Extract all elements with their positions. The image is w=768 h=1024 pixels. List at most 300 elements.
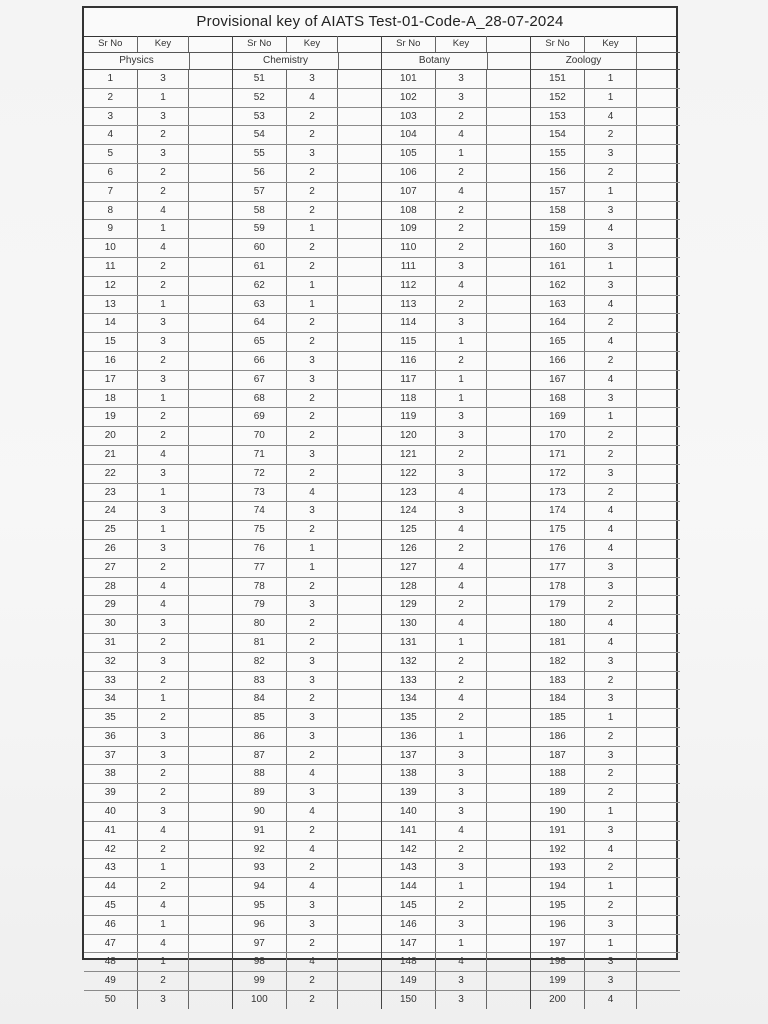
blank-cell bbox=[637, 390, 680, 408]
blank-cell bbox=[637, 183, 680, 201]
question-number: 183 bbox=[531, 672, 585, 690]
answer-key: 3 bbox=[287, 709, 339, 727]
question-number: 20 bbox=[84, 427, 138, 445]
table-row bbox=[84, 220, 232, 239]
question-number: 25 bbox=[84, 521, 138, 539]
question-number: 121 bbox=[382, 446, 436, 464]
answer-key: 4 bbox=[138, 202, 190, 220]
table-row bbox=[382, 352, 530, 371]
table-row bbox=[233, 897, 381, 916]
table-row bbox=[531, 202, 680, 221]
blank-cell bbox=[338, 540, 381, 558]
question-number: 61 bbox=[233, 258, 287, 276]
answer-key: 3 bbox=[138, 991, 190, 1009]
blank-cell bbox=[338, 108, 381, 126]
blank-header bbox=[637, 36, 680, 52]
question-number: 80 bbox=[233, 615, 287, 633]
answer-key: 3 bbox=[436, 765, 488, 783]
question-number: 34 bbox=[84, 690, 138, 708]
question-number: 130 bbox=[382, 615, 436, 633]
blank-cell bbox=[637, 484, 680, 502]
blank-cell bbox=[338, 653, 381, 671]
table-row bbox=[84, 277, 232, 296]
blank-cell bbox=[189, 784, 232, 802]
question-number: 148 bbox=[382, 953, 436, 971]
question-number: 67 bbox=[233, 371, 287, 389]
blank-cell bbox=[637, 465, 680, 483]
question-number: 166 bbox=[531, 352, 585, 370]
table-row bbox=[382, 540, 530, 559]
question-number: 14 bbox=[84, 314, 138, 332]
answer-key: 2 bbox=[436, 596, 488, 614]
table-row bbox=[531, 484, 680, 503]
blank-header bbox=[338, 36, 381, 52]
answer-key: 2 bbox=[287, 578, 339, 596]
blank-cell bbox=[338, 164, 381, 182]
blank-cell bbox=[189, 239, 232, 257]
answer-key: 4 bbox=[436, 484, 488, 502]
table-row bbox=[531, 540, 680, 559]
table-row bbox=[233, 239, 381, 258]
table-row bbox=[531, 672, 680, 691]
answer-key: 4 bbox=[585, 991, 637, 1009]
blank-cell bbox=[637, 258, 680, 276]
question-number: 159 bbox=[531, 220, 585, 238]
question-number: 46 bbox=[84, 916, 138, 934]
answer-key: 4 bbox=[138, 239, 190, 257]
question-number: 91 bbox=[233, 822, 287, 840]
table-row bbox=[382, 164, 530, 183]
blank-cell bbox=[338, 371, 381, 389]
answer-key: 2 bbox=[585, 446, 637, 464]
subject-name-row bbox=[84, 53, 232, 70]
table-row bbox=[531, 709, 680, 728]
blank-cell bbox=[338, 897, 381, 915]
question-number: 144 bbox=[382, 878, 436, 896]
answer-key: 1 bbox=[287, 220, 339, 238]
table-row bbox=[531, 822, 680, 841]
blank-cell bbox=[338, 690, 381, 708]
column-header-row bbox=[531, 36, 680, 53]
question-number: 129 bbox=[382, 596, 436, 614]
question-number: 189 bbox=[531, 784, 585, 802]
question-number: 74 bbox=[233, 502, 287, 520]
table-row bbox=[382, 296, 530, 315]
blank-cell bbox=[338, 822, 381, 840]
blank-cell bbox=[338, 803, 381, 821]
answer-key: 3 bbox=[287, 352, 339, 370]
blank-cell bbox=[189, 596, 232, 614]
blank-cell bbox=[487, 126, 530, 144]
question-number: 43 bbox=[84, 859, 138, 877]
table-row bbox=[84, 258, 232, 277]
table-row bbox=[382, 765, 530, 784]
answer-key: 2 bbox=[585, 784, 637, 802]
blank-cell bbox=[338, 935, 381, 953]
question-number: 133 bbox=[382, 672, 436, 690]
blank-cell bbox=[487, 859, 530, 877]
blank-cell bbox=[338, 296, 381, 314]
question-number: 5 bbox=[84, 145, 138, 163]
question-number: 54 bbox=[233, 126, 287, 144]
answer-key: 4 bbox=[287, 953, 339, 971]
question-number: 161 bbox=[531, 258, 585, 276]
blank-cell bbox=[189, 803, 232, 821]
question-number: 125 bbox=[382, 521, 436, 539]
question-number: 164 bbox=[531, 314, 585, 332]
blank-cell bbox=[338, 878, 381, 896]
table-row bbox=[382, 446, 530, 465]
subject-name-row bbox=[233, 53, 381, 70]
table-row bbox=[233, 521, 381, 540]
answer-key: 2 bbox=[287, 521, 339, 539]
answer-key: 4 bbox=[585, 502, 637, 520]
blank-cell bbox=[487, 427, 530, 445]
table-row bbox=[531, 878, 680, 897]
table-row bbox=[233, 277, 381, 296]
table-row bbox=[531, 972, 680, 991]
question-number: 150 bbox=[382, 991, 436, 1009]
question-number: 51 bbox=[233, 70, 287, 88]
sr-no-header: Sr No bbox=[84, 36, 138, 52]
answer-key: 2 bbox=[585, 596, 637, 614]
blank-cell bbox=[487, 484, 530, 502]
sr-no-header: Sr No bbox=[382, 36, 436, 52]
blank-cell bbox=[487, 822, 530, 840]
blank-cell bbox=[189, 502, 232, 520]
answer-key: 3 bbox=[287, 784, 339, 802]
answer-key: 2 bbox=[138, 559, 190, 577]
blank-cell bbox=[189, 916, 232, 934]
table-row bbox=[233, 935, 381, 954]
answer-key: 1 bbox=[436, 634, 488, 652]
subject-columns bbox=[84, 36, 676, 1009]
answer-key: 1 bbox=[436, 145, 488, 163]
answer-key: 3 bbox=[287, 371, 339, 389]
table-row bbox=[84, 145, 232, 164]
table-row bbox=[84, 390, 232, 409]
answer-key: 3 bbox=[585, 145, 637, 163]
answer-key: 3 bbox=[436, 991, 488, 1009]
answer-key: 2 bbox=[287, 822, 339, 840]
question-number: 22 bbox=[84, 465, 138, 483]
question-number: 48 bbox=[84, 953, 138, 971]
question-number: 37 bbox=[84, 747, 138, 765]
answer-key: 3 bbox=[436, 803, 488, 821]
question-number: 193 bbox=[531, 859, 585, 877]
answer-key: 2 bbox=[287, 126, 339, 144]
blank-cell bbox=[487, 634, 530, 652]
answer-key: 4 bbox=[585, 841, 637, 859]
answer-key: 4 bbox=[436, 690, 488, 708]
question-number: 175 bbox=[531, 521, 585, 539]
blank-cell bbox=[189, 296, 232, 314]
table-row bbox=[84, 972, 232, 991]
table-row bbox=[382, 709, 530, 728]
blank-cell bbox=[338, 559, 381, 577]
question-number: 98 bbox=[233, 953, 287, 971]
blank-cell bbox=[189, 672, 232, 690]
table-row bbox=[531, 728, 680, 747]
table-row bbox=[84, 371, 232, 390]
blank-cell bbox=[189, 164, 232, 182]
table-row bbox=[233, 465, 381, 484]
blank-cell bbox=[189, 70, 232, 88]
blank-cell bbox=[338, 427, 381, 445]
answer-key: 3 bbox=[287, 728, 339, 746]
blank-cell bbox=[189, 89, 232, 107]
answer-key: 4 bbox=[436, 277, 488, 295]
answer-key: 2 bbox=[436, 202, 488, 220]
table-row bbox=[531, 690, 680, 709]
answer-key: 2 bbox=[436, 239, 488, 257]
table-row bbox=[382, 559, 530, 578]
blank-cell bbox=[189, 220, 232, 238]
blank-cell bbox=[189, 108, 232, 126]
question-number: 29 bbox=[84, 596, 138, 614]
subject-name-row bbox=[531, 53, 680, 70]
answer-key: 2 bbox=[585, 672, 637, 690]
answer-key: 2 bbox=[138, 277, 190, 295]
question-number: 110 bbox=[382, 239, 436, 257]
blank-cell bbox=[189, 277, 232, 295]
table-row bbox=[84, 747, 232, 766]
answer-key: 3 bbox=[138, 540, 190, 558]
answer-key: 2 bbox=[436, 446, 488, 464]
column-header-row bbox=[382, 36, 530, 53]
blank-cell bbox=[637, 709, 680, 727]
answer-key: 3 bbox=[287, 653, 339, 671]
blank-cell bbox=[487, 371, 530, 389]
answer-key: 2 bbox=[287, 634, 339, 652]
question-number: 120 bbox=[382, 427, 436, 445]
question-number: 4 bbox=[84, 126, 138, 144]
blank-cell bbox=[189, 878, 232, 896]
blank-cell bbox=[338, 784, 381, 802]
answer-key: 1 bbox=[138, 953, 190, 971]
answer-key: 3 bbox=[287, 145, 339, 163]
table-row bbox=[233, 258, 381, 277]
table-row bbox=[531, 765, 680, 784]
table-row bbox=[84, 89, 232, 108]
blank-cell bbox=[487, 878, 530, 896]
question-number: 41 bbox=[84, 822, 138, 840]
question-number: 10 bbox=[84, 239, 138, 257]
table-row bbox=[382, 521, 530, 540]
question-number: 131 bbox=[382, 634, 436, 652]
table-row bbox=[382, 878, 530, 897]
blank-cell bbox=[637, 352, 680, 370]
answer-key: 1 bbox=[436, 371, 488, 389]
answer-key: 3 bbox=[436, 314, 488, 332]
question-number: 69 bbox=[233, 408, 287, 426]
table-row bbox=[233, 427, 381, 446]
table-row bbox=[233, 202, 381, 221]
table-row bbox=[531, 897, 680, 916]
question-number: 109 bbox=[382, 220, 436, 238]
blank-cell bbox=[487, 446, 530, 464]
answer-key: 1 bbox=[287, 277, 339, 295]
table-row bbox=[382, 484, 530, 503]
table-row bbox=[531, 578, 680, 597]
question-number: 186 bbox=[531, 728, 585, 746]
table-row bbox=[531, 126, 680, 145]
table-row bbox=[84, 653, 232, 672]
table-row bbox=[233, 784, 381, 803]
answer-key: 2 bbox=[138, 258, 190, 276]
table-row bbox=[233, 991, 381, 1009]
question-number: 68 bbox=[233, 390, 287, 408]
table-row bbox=[382, 465, 530, 484]
table-row bbox=[233, 728, 381, 747]
answer-key: 3 bbox=[585, 390, 637, 408]
table-row bbox=[382, 822, 530, 841]
answer-key: 2 bbox=[138, 672, 190, 690]
question-number: 19 bbox=[84, 408, 138, 426]
blank-cell bbox=[338, 202, 381, 220]
subject-block-botany bbox=[382, 36, 531, 1009]
table-row bbox=[382, 690, 530, 709]
blank-cell bbox=[487, 145, 530, 163]
question-number: 114 bbox=[382, 314, 436, 332]
table-row bbox=[84, 239, 232, 258]
answer-key: 1 bbox=[585, 258, 637, 276]
answer-key: 2 bbox=[138, 634, 190, 652]
subject-name-row bbox=[382, 53, 530, 70]
blank-cell bbox=[338, 446, 381, 464]
answer-key: 4 bbox=[138, 578, 190, 596]
answer-key: 4 bbox=[436, 578, 488, 596]
blank-cell bbox=[189, 991, 232, 1009]
table-row bbox=[382, 615, 530, 634]
answer-key: 4 bbox=[287, 803, 339, 821]
question-number: 103 bbox=[382, 108, 436, 126]
blank-cell bbox=[338, 859, 381, 877]
subject-name: Botany bbox=[382, 53, 488, 69]
blank-cell bbox=[338, 521, 381, 539]
blank-cell bbox=[338, 126, 381, 144]
question-number: 62 bbox=[233, 277, 287, 295]
question-number: 73 bbox=[233, 484, 287, 502]
table-row bbox=[233, 765, 381, 784]
key-header: Key bbox=[138, 36, 190, 52]
question-number: 17 bbox=[84, 371, 138, 389]
answer-key: 2 bbox=[138, 352, 190, 370]
table-row bbox=[233, 953, 381, 972]
question-number: 118 bbox=[382, 390, 436, 408]
question-number: 185 bbox=[531, 709, 585, 727]
table-row bbox=[84, 540, 232, 559]
question-number: 153 bbox=[531, 108, 585, 126]
answer-key: 2 bbox=[138, 183, 190, 201]
question-number: 106 bbox=[382, 164, 436, 182]
question-number: 26 bbox=[84, 540, 138, 558]
table-row bbox=[531, 465, 680, 484]
blank-cell bbox=[637, 615, 680, 633]
table-row bbox=[382, 371, 530, 390]
blank-cell bbox=[189, 559, 232, 577]
table-row bbox=[84, 465, 232, 484]
table-row bbox=[233, 596, 381, 615]
table-row bbox=[233, 352, 381, 371]
table-row bbox=[84, 822, 232, 841]
blank-cell bbox=[338, 841, 381, 859]
table-row bbox=[233, 559, 381, 578]
question-number: 146 bbox=[382, 916, 436, 934]
answer-key: 4 bbox=[585, 521, 637, 539]
blank-cell bbox=[487, 220, 530, 238]
blank-cell bbox=[338, 277, 381, 295]
table-row bbox=[84, 916, 232, 935]
answer-key: 3 bbox=[138, 615, 190, 633]
answer-key: 2 bbox=[287, 408, 339, 426]
answer-key: 2 bbox=[436, 897, 488, 915]
table-row bbox=[84, 164, 232, 183]
question-number: 184 bbox=[531, 690, 585, 708]
question-number: 115 bbox=[382, 333, 436, 351]
question-number: 128 bbox=[382, 578, 436, 596]
blank-cell bbox=[487, 540, 530, 558]
answer-key: 4 bbox=[287, 878, 339, 896]
answer-key: 3 bbox=[138, 314, 190, 332]
subject-block-physics bbox=[84, 36, 233, 1009]
table-row bbox=[233, 972, 381, 991]
question-number: 89 bbox=[233, 784, 287, 802]
answer-key: 3 bbox=[436, 70, 488, 88]
answer-key: 4 bbox=[585, 615, 637, 633]
answer-key: 1 bbox=[585, 70, 637, 88]
blank-cell bbox=[637, 803, 680, 821]
table-row bbox=[531, 296, 680, 315]
blank-cell bbox=[338, 239, 381, 257]
question-number: 72 bbox=[233, 465, 287, 483]
question-number: 152 bbox=[531, 89, 585, 107]
answer-key: 2 bbox=[287, 314, 339, 332]
question-number: 84 bbox=[233, 690, 287, 708]
table-row bbox=[531, 615, 680, 634]
answer-key: 4 bbox=[585, 220, 637, 238]
table-row bbox=[233, 390, 381, 409]
blank-cell bbox=[487, 747, 530, 765]
table-row bbox=[84, 841, 232, 860]
question-number: 162 bbox=[531, 277, 585, 295]
blank-cell bbox=[338, 465, 381, 483]
question-number: 47 bbox=[84, 935, 138, 953]
table-row bbox=[233, 803, 381, 822]
table-row bbox=[233, 314, 381, 333]
table-row bbox=[84, 559, 232, 578]
table-row bbox=[233, 220, 381, 239]
blank-cell bbox=[189, 653, 232, 671]
table-row bbox=[382, 672, 530, 691]
table-row bbox=[531, 108, 680, 127]
table-row bbox=[531, 314, 680, 333]
question-number: 55 bbox=[233, 145, 287, 163]
table-row bbox=[84, 502, 232, 521]
answer-key: 2 bbox=[138, 709, 190, 727]
question-number: 102 bbox=[382, 89, 436, 107]
table-row bbox=[84, 859, 232, 878]
blank-cell bbox=[637, 446, 680, 464]
table-row bbox=[382, 202, 530, 221]
question-number: 108 bbox=[382, 202, 436, 220]
answer-key: 3 bbox=[436, 408, 488, 426]
blank-header bbox=[189, 36, 232, 52]
answer-key: 1 bbox=[436, 728, 488, 746]
question-number: 143 bbox=[382, 859, 436, 877]
question-number: 39 bbox=[84, 784, 138, 802]
answer-key: 2 bbox=[585, 484, 637, 502]
